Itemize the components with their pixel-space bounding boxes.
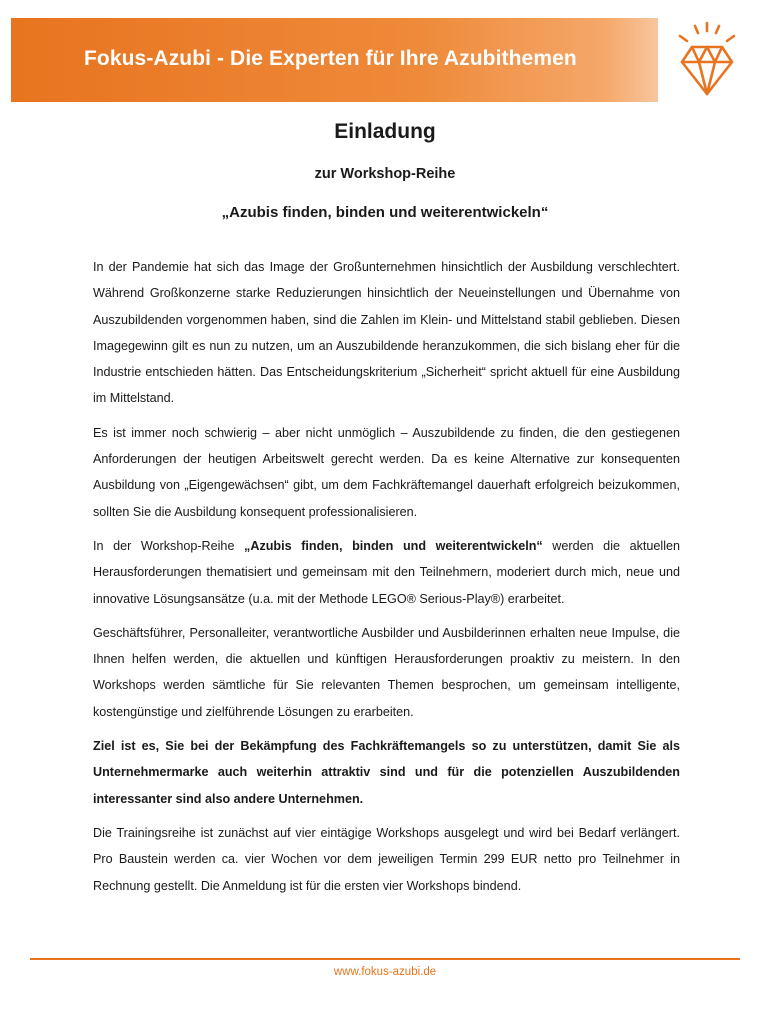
workshop-series-highlight: „Azubis finden, binden und weiterentwickeln“ [244, 538, 543, 553]
footer-website-link[interactable]: www.fokus-azubi.de [333, 966, 437, 978]
logo [658, 18, 755, 102]
workshop-series-name: „Azubis finden, binden und weiterentwickeln“ [221, 204, 549, 221]
paragraph-goal: Ziel ist es, Sie bei der Bekämpfung des Fachkräftemangels so zu unterstützen, damit Sie als Unternehmermarke auch weiterhin attraktiv sind und für die potenziellen Auszubildenden interessanter sind also andere Unternehmen. [93, 739, 680, 806]
paragraph-text: werden die aktuellen Herausforderungen thematisiert und gemeinsam mit den Teilnehmern, moderiert durch mich, neue und innovative Lösungsansätze (u.a. mit der Methode LEGO® Serious-Play®) erarbeitet. [93, 538, 680, 606]
paragraph-text: In der Workshop-Reihe [93, 538, 245, 553]
body-text [93, 254, 680, 907]
paragraph-pricing: Die Trainingsreihe ist zunächst auf vier eintägige Workshops ausgelegt und wird bei Bedarf verlängert. Pro Baustein werden ca. vier Wochen vor dem jeweiligen Termin 299 EUR netto pro Teilnehmer in Rechnung gestellt. Die Anmeldung ist für die ersten vier Workshops bindend. [93, 825, 680, 893]
paragraph-pandemic: In der Pandemie hat sich das Image der Großunternehmen hinsichtlich der Ausbildung verschlechtert. Während Großkonzerne starke Reduzierungen hinsichtlich der Neueinstellungen und Übernahme von Auszubildenden vorgenommen haben, sind die Zahlen im Klein- und Mittelstand stabil geblieben. Diesen Imagegewinn gilt es nun zu nutzen, um an Auszubildende heranzukommen, die sich bislang eher für die Industrie entschieden hätten. Das Entscheidungskriterium „Sicherheit“ spricht aktuell für eine Ausbildung im Mittelstand. [93, 260, 680, 406]
paragraph-workshop-series [93, 533, 680, 612]
document-subtitle: zur Workshop-Reihe [314, 166, 456, 182]
paragraph-target-audience: Geschäftsführer, Personalleiter, verantwortliche Ausbilder und Ausbilderinnen erhalten neue Impulse, die Ihnen helfen werden, die aktuellen und künftigen Herausforderungen proaktiv zu meistern. In den Workshops werden sämtliche für Sie relevanten Themen besprochen, um gemeinsam intelligente, kostengünstige und zielführende Lösungen zu erarbeiten. [93, 625, 680, 719]
document-title: Einladung [334, 120, 436, 143]
diamond-icon [658, 18, 755, 102]
footer-divider [30, 958, 740, 960]
paragraph-recruiting: Es ist immer noch schwierig – aber nicht unmöglich – Auszubildende zu finden, die den gestiegenen Anforderungen der heutigen Arbeitswelt gerecht werden. Da es keine Alternative zur konsequenten Ausbildung von „Eigengewächsen“ gibt, um dem Fachkräftemangel dauerhaft erfolgreich beizukommen, sollten Sie die Ausbildung konsequent professionalisieren. [93, 425, 680, 519]
header-title: Fokus-Azubi - Die Experten für Ihre Azubithemen [84, 47, 577, 70]
